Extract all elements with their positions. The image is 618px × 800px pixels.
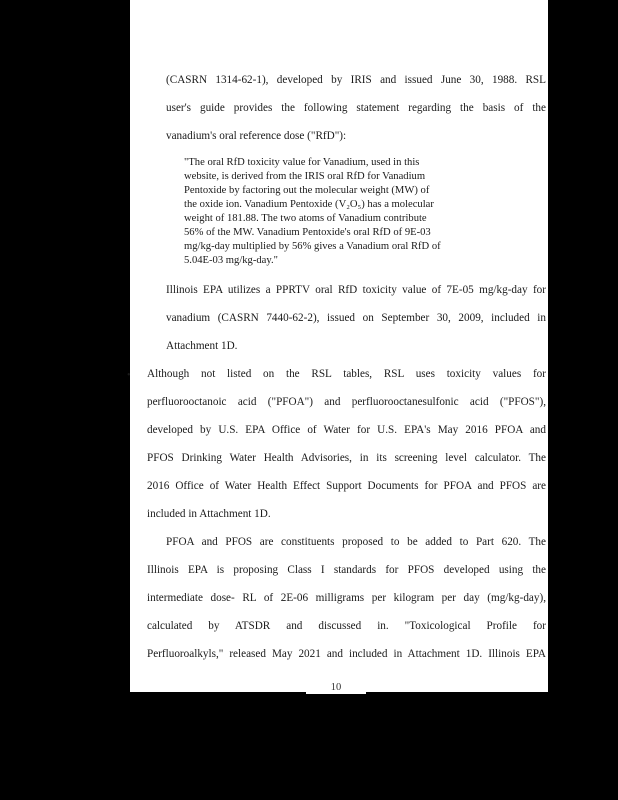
- quote-line-3: Pentoxide by factoring out the molecular weight (MW) of: [184, 185, 430, 196]
- para2-line-2: vanadium (CASRN 7440-62-2), issued on September 30, 2009, included in: [166, 312, 546, 324]
- scan-border-left: [0, 0, 130, 800]
- bullet-marker: •: [127, 370, 131, 381]
- page-number: 10: [306, 682, 366, 694]
- document-page: [127, 0, 548, 693]
- quote-line-1: "The oral RfD toxicity value for Vanadium, used in this: [184, 157, 420, 168]
- para4-line-5: Perfluoroalkyls," released May 2021 and included in Attachment 1D. Illinois EPA: [147, 648, 546, 660]
- para3-line-6: included in Attachment 1D.: [147, 508, 271, 520]
- quote-line-6: 56% of the MW. Vanadium Pentoxide's oral RfD of 9E-03: [184, 227, 431, 238]
- para2-line-1: Illinois EPA utilizes a PPRTV oral RfD toxicity value of 7E-05 mg/kg-day for: [166, 284, 546, 296]
- scan-border-right: [613, 0, 618, 800]
- para3-line-4: PFOS Drinking Water Health Advisories, in its screening level calculator. The: [147, 452, 546, 464]
- quote-line-5: weight of 181.88. The two atoms of Vanadium contribute: [184, 213, 427, 224]
- quote-line-4: the oxide ion. Vanadium Pentoxide (V₂O₅) has a molecular: [184, 199, 434, 210]
- para4-line-4: calculated by ATSDR and discussed in. "Toxicological Profile for: [147, 620, 546, 632]
- para1-line-2: user's guide provides the following statement regarding the basis of the: [166, 102, 546, 114]
- para4-line-2: Illinois EPA is proposing Class I standards for PFOS developed using the: [147, 564, 546, 576]
- para1-line-1: (CASRN 1314-62-1), developed by IRIS and issued June 30, 1988. RSL: [166, 74, 546, 86]
- para3-line-3: developed by U.S. EPA Office of Water for U.S. EPA's May 2016 PFOA and: [147, 424, 546, 436]
- para3-line-5: 2016 Office of Water Health Effect Support Documents for PFOA and PFOS are: [147, 480, 546, 492]
- quote-line-7: mg/kg-day multiplied by 56% gives a Vanadium oral RfD of: [184, 241, 441, 252]
- para1-line-3: vanadium's oral reference dose ("RfD"):: [166, 130, 347, 142]
- para4-line-1: PFOA and PFOS are constituents proposed to be added to Part 620. The: [166, 536, 546, 548]
- para3-line-2: perfluorooctanoic acid ("PFOA") and perfluorooctanesulfonic acid ("PFOS"),: [147, 396, 546, 408]
- para4-line-3: intermediate dose- RL of 2E-06 milligrams per kilogram per day (mg/kg-day),: [147, 592, 546, 604]
- quote-line-8: 5.04E-03 mg/kg-day.": [184, 255, 278, 266]
- para2-line-3: Attachment 1D.: [166, 340, 238, 352]
- para3-line-1: Although not listed on the RSL tables, RSL uses toxicity values for: [147, 368, 546, 380]
- quote-line-2: website, is derived from the IRIS oral RfD for Vanadium: [184, 171, 426, 182]
